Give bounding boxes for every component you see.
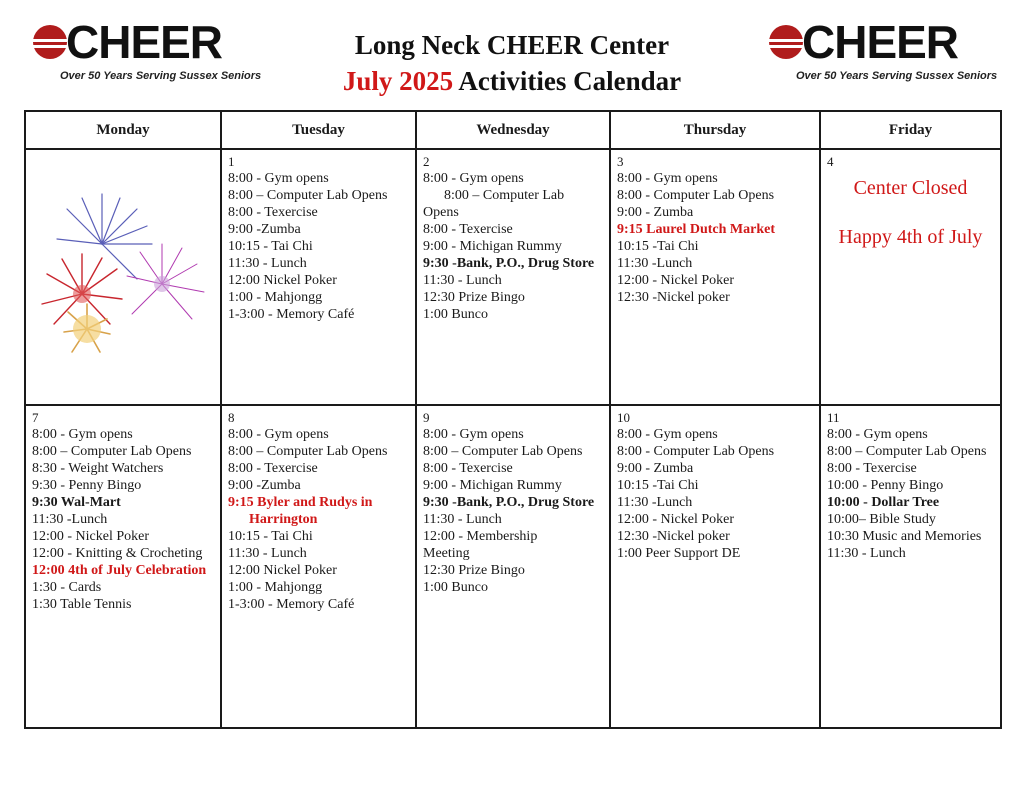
day-cell-jul-8 bbox=[221, 405, 416, 728]
event-item: 12:00 - Membership bbox=[423, 529, 538, 544]
event-item: 9:30 -Bank, P.O., Drug Store bbox=[423, 495, 595, 510]
day-cell-monday-empty bbox=[25, 149, 221, 405]
event-item: 1-3:00 - Memory Café bbox=[228, 597, 355, 612]
holiday-notice: Happy 4th of July bbox=[838, 226, 983, 248]
day-number: 4 bbox=[827, 154, 834, 169]
logo-tagline: Over 50 Years Serving Sussex Seniors bbox=[796, 70, 998, 82]
logo-wordmark: CHEER bbox=[66, 16, 223, 68]
event-item: 9:30 Wal-Mart bbox=[32, 495, 121, 510]
logo-wordmark: CHEER bbox=[802, 16, 959, 68]
event-item: 12:30 -Nickel poker bbox=[617, 529, 730, 544]
event-item: 10:00 - Penny Bingo bbox=[827, 478, 944, 493]
day-number: 8 bbox=[228, 410, 235, 425]
day-cell-jul-3 bbox=[610, 149, 820, 405]
event-item: 9:15 Laurel Dutch Market bbox=[617, 222, 775, 237]
activities-calendar bbox=[24, 110, 1002, 729]
event-item: 8:00 - Computer Lab Opens bbox=[617, 188, 775, 203]
event-item: 11:30 -Lunch bbox=[617, 256, 693, 271]
event-item: 9:00 - Michigan Rummy bbox=[423, 478, 562, 493]
event-item: 8:30 - Weight Watchers bbox=[32, 461, 164, 476]
event-item: 12:00 Nickel Poker bbox=[228, 273, 337, 288]
event-item: 12:00 4th of July Celebration bbox=[32, 563, 207, 578]
event-item: 11:30 -Lunch bbox=[617, 495, 693, 510]
center-closed-notice: Center Closed bbox=[853, 177, 968, 199]
event-item: 8:00 - Texercise bbox=[423, 461, 513, 476]
event-item: 12:00 - Knitting & Crocheting bbox=[32, 546, 203, 561]
day-cell-jul-7 bbox=[25, 405, 221, 728]
day-number: 10 bbox=[617, 410, 630, 425]
event-item: 9:00 -Zumba bbox=[228, 222, 301, 237]
event-item: Meeting bbox=[423, 546, 470, 561]
event-item: 1:00 - Mahjongg bbox=[228, 290, 323, 305]
center-name: Long Neck CHEER Center bbox=[354, 30, 670, 60]
event-item: 11:30 - Lunch bbox=[228, 546, 307, 561]
event-item: 8:00 - Gym opens bbox=[827, 427, 928, 442]
weekday-tuesday: Tuesday bbox=[221, 111, 416, 149]
event-item: 8:00 - Gym opens bbox=[617, 171, 718, 186]
event-item: 12:00 - Nickel Poker bbox=[617, 512, 735, 527]
weekday-header-row bbox=[25, 111, 1001, 149]
day-number: 2 bbox=[423, 154, 430, 169]
weekday-thursday: Thursday bbox=[610, 111, 820, 149]
event-item: 10:15 - Tai Chi bbox=[228, 239, 313, 254]
event-item: 11:30 -Lunch bbox=[32, 512, 108, 527]
event-item: 10:15 -Tai Chi bbox=[617, 239, 699, 254]
day-cell-jul-1 bbox=[221, 149, 416, 405]
fireworks-icon bbox=[32, 184, 212, 364]
event-item: Opens bbox=[423, 205, 459, 220]
event-item: 12:00 Nickel Poker bbox=[228, 563, 337, 578]
event-item: 1:00 - Mahjongg bbox=[228, 580, 323, 595]
event-item: 12:30 Prize Bingo bbox=[423, 563, 525, 578]
event-item: 8:00 – Computer Lab Opens bbox=[228, 444, 388, 459]
day-cell-jul-2 bbox=[416, 149, 610, 405]
event-item: 9:30 -Bank, P.O., Drug Store bbox=[423, 256, 595, 271]
calendar-subtitle: Activities Calendar bbox=[458, 66, 682, 96]
event-item: 8:00 – Computer Lab Opens bbox=[423, 444, 583, 459]
event-item: 9:00 -Zumba bbox=[228, 478, 301, 493]
event-item: 8:00 - Gym opens bbox=[617, 427, 718, 442]
day-number: 9 bbox=[423, 410, 430, 425]
weekday-wednesday: Wednesday bbox=[416, 111, 610, 149]
day-number: 7 bbox=[32, 410, 39, 425]
event-item: 8:00 – Computer Lab Opens bbox=[32, 444, 192, 459]
event-item: 9:15 Byler and Rudys in Harrington bbox=[228, 495, 373, 527]
event-item: 8:00 – Computer Lab Opens bbox=[228, 188, 388, 203]
day-cell-jul-11 bbox=[820, 405, 1001, 728]
event-item: 9:00 - Zumba bbox=[617, 461, 694, 476]
event-item: 8:00 – Computer Lab bbox=[444, 188, 565, 203]
event-item: 8:00 - Gym opens bbox=[423, 427, 524, 442]
event-item: 11:30 - Lunch bbox=[228, 256, 307, 271]
day-cell-jul-4 bbox=[820, 149, 1001, 405]
event-item: 1:30 Table Tennis bbox=[32, 597, 132, 612]
event-item: 9:30 - Penny Bingo bbox=[32, 478, 142, 493]
event-item: 10:00– Bible Study bbox=[827, 512, 936, 527]
week-row-1 bbox=[25, 149, 1001, 405]
event-item: 1:30 - Cards bbox=[32, 580, 102, 595]
event-item: 1-3:00 - Memory Café bbox=[228, 307, 355, 322]
day-number: 1 bbox=[228, 154, 235, 169]
event-item: 12:30 -Nickel poker bbox=[617, 290, 730, 305]
event-item: 8:00 - Texercise bbox=[228, 205, 318, 220]
event-item: 9:00 - Zumba bbox=[617, 205, 694, 220]
event-item: 12:30 Prize Bingo bbox=[423, 290, 525, 305]
event-item: 8:00 - Texercise bbox=[827, 461, 917, 476]
event-item: 1:00 Bunco bbox=[423, 307, 488, 322]
day-cell-jul-9 bbox=[416, 405, 610, 728]
event-item: 10:30 Music and Memories bbox=[827, 529, 982, 544]
event-item: 8:00 - Gym opens bbox=[228, 171, 329, 186]
event-item: 11:30 - Lunch bbox=[423, 512, 502, 527]
event-item: 9:00 - Michigan Rummy bbox=[423, 239, 562, 254]
week-row-2 bbox=[25, 405, 1001, 728]
event-item: 10:00 - Dollar Tree bbox=[827, 495, 940, 510]
event-item: 12:00 - Nickel Poker bbox=[617, 273, 735, 288]
event-item: 10:15 -Tai Chi bbox=[617, 478, 699, 493]
event-item: 8:00 - Gym opens bbox=[32, 427, 133, 442]
event-item: 1:00 Bunco bbox=[423, 580, 488, 595]
event-item: 1:00 Peer Support DE bbox=[617, 546, 741, 561]
logo-tagline: Over 50 Years Serving Sussex Seniors bbox=[60, 70, 262, 82]
weekday-friday: Friday bbox=[820, 111, 1001, 149]
day-number: 11 bbox=[827, 410, 840, 425]
event-item: 8:00 - Texercise bbox=[423, 222, 513, 237]
event-item: 8:00 - Texercise bbox=[228, 461, 318, 476]
event-item: 11:30 - Lunch bbox=[827, 546, 906, 561]
event-item: 11:30 - Lunch bbox=[423, 273, 502, 288]
day-cell-jul-10 bbox=[610, 405, 820, 728]
calendar-month: July 2025 bbox=[342, 66, 454, 96]
event-item: 12:00 - Nickel Poker bbox=[32, 529, 150, 544]
event-item: 8:00 - Computer Lab Opens bbox=[617, 444, 775, 459]
calendar-title bbox=[0, 66, 1024, 97]
event-item: 8:00 - Gym opens bbox=[228, 427, 329, 442]
day-number: 3 bbox=[617, 154, 624, 169]
event-item: 10:15 - Tai Chi bbox=[228, 529, 313, 544]
weekday-monday: Monday bbox=[25, 111, 221, 149]
event-item: 8:00 - Gym opens bbox=[423, 171, 524, 186]
event-item: 8:00 – Computer Lab Opens bbox=[827, 444, 987, 459]
